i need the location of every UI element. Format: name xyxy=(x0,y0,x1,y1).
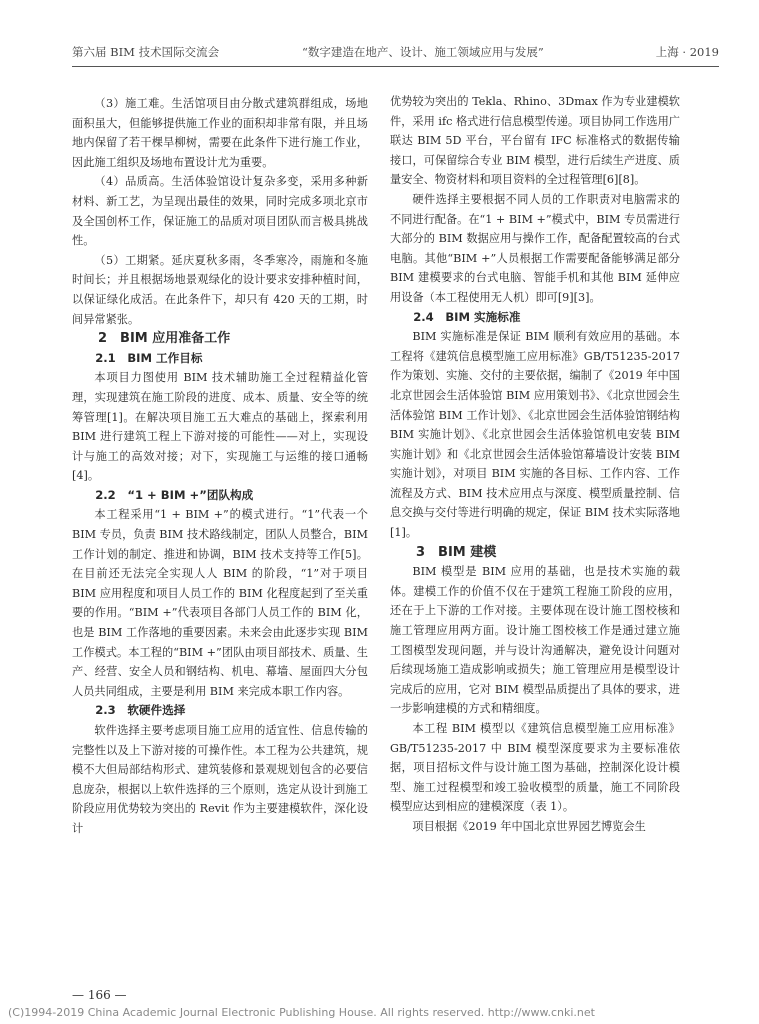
page-number: — 166 — xyxy=(72,988,127,1002)
paragraph: （5）工期紧。延庆夏秋多雨，冬季寒冷，雨施和冬施时间长；并且根据场地景观绿化的设计要求安排种植时间，以保证绿化成活。在此条件下，却只有 420 天的工期，时间异常紧张。 xyxy=(72,253,368,326)
left-column xyxy=(72,94,368,839)
header-rule xyxy=(72,66,719,67)
paragraph: （3）施工难。生活馆项目由分散式建筑群组成，场地面积虽大，但能够提供施工作业的面积却非常有限，并且场地内保留了若干棵旱柳树，需要在此条件下进行施工作业，因此施工组织及场地布置设计尤为重要。 xyxy=(72,97,368,169)
section-heading: 2 BIM 应用准备工作 xyxy=(98,331,231,347)
right-column xyxy=(390,92,680,837)
subsection-heading: 2.4 BIM 实施标准 xyxy=(413,309,521,324)
conference-place-year: 上海 · 2019 xyxy=(655,45,719,59)
paragraph: 优势较为突出的 Tekla、Rhino、3Dmax 作为专业建模软件，采用 ifc 格式进行信息模型传递。项目协同工作选用广联达 BIM 5D 平台，平台留有 IFC 标准格式的数据传输接口，可保留综合专业 BIM 模型，进行后续生产进度、质量安全、物资材料和项目资料的全过程管理[6][8]。 xyxy=(390,95,680,187)
running-header xyxy=(72,44,719,62)
conference-theme: “数字建造在地产、设计、施工领域应用与发展” xyxy=(302,45,544,59)
subsection-heading: 2.2 “1 + BIM +”团队构成 xyxy=(95,487,254,502)
copyright-notice: (C)1994-2019 China Academic Journal Electronic Publishing House. All rights reserved. http://www.cnki.net xyxy=(8,1006,595,1019)
section-heading: 3 BIM 建模 xyxy=(416,544,497,560)
paragraph: 软件选择主要考虑项目施工应用的适宜性、信息传输的完整性以及上下游对接的可操作性。本工程为公共建筑，规模不大但局部结构形式、建筑装修和景观规划包含的必要信息庞杂，根据以上软件选择的三个原则，选定从设计到施工阶段应用优势较为突出的 Revit 作为主要建模软件，深化设计 xyxy=(72,724,368,835)
paragraph: （4）品质高。生活体验馆设计复杂多变，采用多种新材料、新工艺，为呈现出最佳的效果，同时完成多项北京市及全国创杯工作，保证施工的品质对项目团队而言极具挑战性。 xyxy=(72,175,368,248)
paragraph: 项目根据《2019 年中国北京世界园艺博览会生 xyxy=(412,819,646,833)
paragraph: BIM 模型是 BIM 应用的基础，也是技术实施的载体。建模工作的价值不仅在于建筑工程施工阶段的应用，还在于上下游的工作对接。主要体现在设计施工图校核和施工管理应用两方面。设计施工图校核工作是通过建立施工图模型发现问题，并与设计沟通解决，避免设计问题对后续现场施工造成影响或损失；施工管理应用是模型设计完成后的应用，它对 BIM 模型品质提出了具体的要求，进一步影响建模的方式和精细度。 xyxy=(390,565,680,716)
paragraph: 本工程采用“1 + BIM +”的模式进行。“1”代表一个 BIM 专员，负责 BIM 技术路线制定，团队人员整合，BIM 工作计划的制定、推进和协调，BIM 技术支持等工作[5]。在目前还无法完全实现人人 BIM 的阶段，“1”对于项目 BIM 应用程度和项目人员工作的 BIM 化程度起到了至关重要的作用。“BIM +”代表项目各部门人员工作的 BIM 化，也是 BIM 工作落地的重要因素。未来会由此逐步实现 BIM 工作模式。本工程的“BIM +”团队由项目部技术、质量、生产、经营、安全人员和钢结构、机电、幕墙、屋面四大分包人员共同组成，主要是利用 BIM 来完成本职工作内容。 xyxy=(72,508,368,698)
paragraph: 本项目力图使用 BIM 技术辅助施工全过程精益化管理，实现建筑在施工阶段的进度、成本、质量、安全等的统筹管理[1]。在解决项目施工五大难点的基础上，探索利用 BIM 进行建筑工程上下游对接的可能性——对上，实现设计与施工的高效对接；对下，实现施工与运维的接口通畅[4]。 xyxy=(72,371,368,483)
paragraph: 硬件选择主要根据不同人员的工作职责对电脑需求的不同进行配备。在“1 + BIM +”模式中，BIM 专员需进行大部分的 BIM 数据应用与操作工作，配备配置较高的台式电脑。其他“BIM +”人员根据工作需要配备能够满足部分 BIM 建模要求的台式电脑、智能手机和其他 BIM 延伸应用设备（本工程使用无人机）即可[9][3]。 xyxy=(390,192,680,304)
paragraph: BIM 实施标准是保证 BIM 顺利有效应用的基础。本工程将《建筑信息模型施工应用标准》GB/T51235-2017 作为策划、实施、交付的主要依据，编制了《2019 年中国北京世园会生活体验馆 BIM 应用策划书》、《北京世园会生活体验馆 BIM 工作计划》、《北京世园会生活体验馆钢结构 BIM 实施计划》、《北京世园会生活体验馆机电安装 BIM 实施计划》和《北京世园会生活体验馆幕墙设计安装 BIM 实施计划》，对项目 BIM 实施的各目标、工作内容、工作流程及方式、BIM 技术应用点与深度、模型质量控制、信息交换与交付等进行明确的规定，保证 BIM 技术实际落地[1]。 xyxy=(390,330,680,540)
subsection-heading: 2.1 BIM 工作目标 xyxy=(95,350,203,365)
subsection-heading: 2.3 软硬件选择 xyxy=(95,703,186,718)
paragraph: 本工程 BIM 模型以《建筑信息模型施工应用标准》GB/T51235-2017 中 BIM 模型深度要求为主要标准依据，项目招标文件与设计施工图为基础，控制深化设计模型、施工过程模型和竣工验收模型的质量，施工不同阶段模型应达到相应的建模深度（表 1）。 xyxy=(390,722,680,814)
conference-name: 第六届 BIM 技术国际交流会 xyxy=(72,45,220,59)
